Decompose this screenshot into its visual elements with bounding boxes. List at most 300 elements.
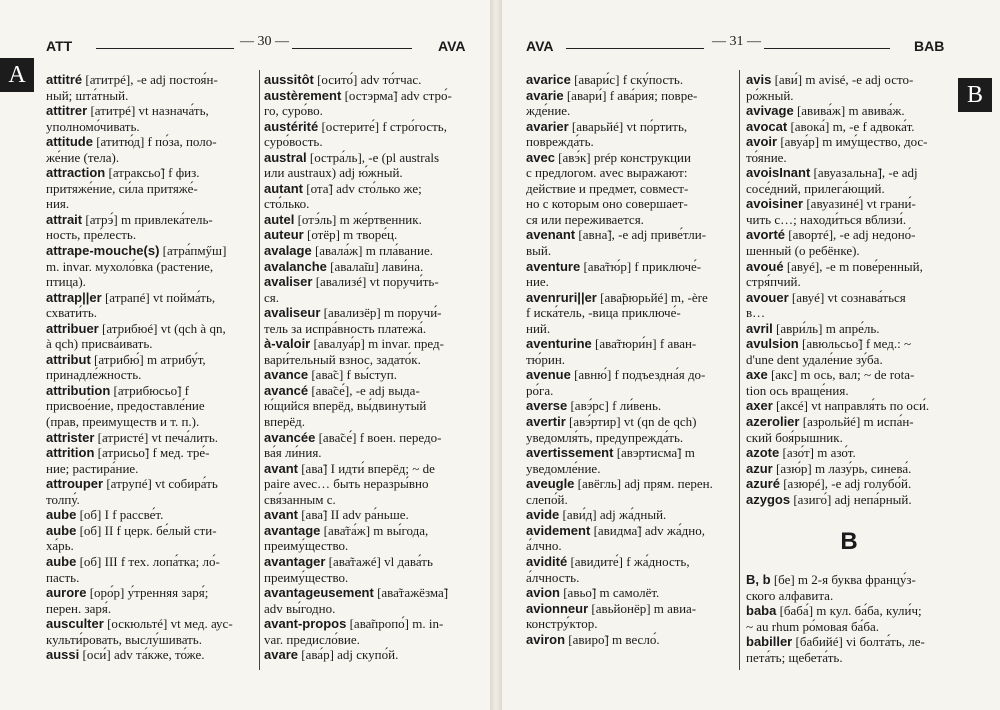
- entry-continuation-line: [264, 352, 486, 368]
- entry-definition-text: [авуазальна̃], -e adj: [813, 165, 918, 181]
- entry-continuation-line: [46, 119, 258, 135]
- entry-definition-text: в…: [746, 305, 766, 321]
- entry-definition-text: [отэ́ль] m же́ртвенник.: [297, 211, 422, 227]
- dictionary-entry: [46, 430, 258, 446]
- dictionary-entry: [46, 383, 258, 399]
- entry-continuation-line: [46, 461, 258, 477]
- dictionary-entry: [746, 134, 952, 150]
- entry-continuation-line: [46, 150, 258, 166]
- dictionary-entry: [746, 461, 952, 477]
- entry-definition-text: а́лчность.: [526, 569, 580, 585]
- entry-definition-text: ся или переживается.: [526, 211, 644, 227]
- entry-definition-text: [атитрé], -e adj постоя́н-: [85, 72, 218, 87]
- entry-definition-text: [авэ́рс] f ли́вень.: [570, 398, 662, 414]
- entry-continuation-line: [526, 570, 736, 586]
- entry-headword: avare: [264, 647, 298, 663]
- entry-headword: attrait: [46, 211, 83, 227]
- entry-continuation-line: [264, 538, 486, 554]
- dictionary-entry: [264, 383, 486, 399]
- entry-headword: austèrement: [264, 87, 342, 103]
- entry-continuation-line: [264, 321, 486, 337]
- entry-headword: averse: [526, 398, 568, 414]
- entry-definition-text: схвати́ть.: [46, 305, 97, 321]
- entry-definition-text: [авэртисма̃] m: [616, 445, 695, 461]
- dictionary-entry: [526, 119, 736, 135]
- entry-continuation-line: [746, 352, 952, 368]
- entry-headword: avide: [526, 507, 560, 523]
- dictionary-entry: [746, 414, 952, 430]
- dictionary-entry: [264, 554, 486, 570]
- entry-definition-text: [атрупé] vt собира́ть: [106, 476, 218, 492]
- dictionary-entry: [746, 445, 952, 461]
- entry-headword: axer: [746, 398, 773, 414]
- entry-definition-text: действие и предмет, совмест-: [526, 180, 689, 196]
- entry-definition-text: [авуазинé] vt грани́-: [806, 196, 916, 212]
- dictionary-entry: [46, 476, 258, 492]
- entry-continuation-line: [746, 181, 952, 197]
- entry-headword: avantageusement: [264, 585, 374, 601]
- entry-headword: attrister: [46, 429, 95, 445]
- entry-headword: austral: [264, 149, 307, 165]
- dictionary-entry: [526, 601, 736, 617]
- dictionary-entry: [264, 430, 486, 446]
- entry-continuation-line: [264, 414, 486, 430]
- entry-headword: avril: [746, 320, 773, 336]
- right-column-1: [526, 72, 736, 647]
- entry-continuation-line: [746, 88, 952, 104]
- entry-continuation-line: [264, 445, 486, 461]
- entry-definition-text: [об] II f церк. бе́лый сти-: [79, 522, 217, 538]
- entry-continuation-line: [46, 398, 258, 414]
- entry-headword: axe: [746, 367, 768, 383]
- entry-definition-text: суро́вость.: [264, 134, 323, 150]
- dictionary-entry: [526, 336, 736, 352]
- entry-definition-text: [авидите́] f жа́дность,: [570, 553, 690, 569]
- dictionary-entry: [526, 445, 736, 461]
- entry-definition-text: adv вы́годно.: [264, 600, 336, 616]
- entry-headword: avertissement: [526, 445, 614, 461]
- entry-definition-text: но с которым оно совершает-: [526, 196, 688, 212]
- entry-definition-text: [ота̃] adv сто́лько же;: [306, 180, 422, 196]
- entry-definition-text: [авиро̃] m весло́.: [568, 631, 660, 647]
- entry-headword: aveugle: [526, 476, 575, 492]
- entry-headword: avulsion: [746, 336, 799, 352]
- entry-headword: avivage: [746, 103, 794, 119]
- entry-definition-text: чить с…; находи́ться вблизи́.: [746, 211, 907, 227]
- dictionary-entry: [264, 616, 486, 632]
- entry-headword: avaliser: [264, 274, 313, 290]
- entry-continuation-line: [746, 430, 952, 446]
- entry-definition-text: [остэрма̃] adv стро́-: [344, 87, 452, 103]
- entry-definition-text: же́ние (тела).: [46, 149, 120, 165]
- entry-headword: avorté: [746, 227, 786, 243]
- entry-headword: avalanche: [264, 258, 327, 274]
- entry-continuation-line: [46, 196, 258, 212]
- entry-headword: avocat: [746, 118, 788, 134]
- entry-definition-text: ния.: [46, 196, 70, 212]
- left-column-1: [46, 72, 258, 663]
- entry-definition-text: [атитю́д] f по́за, поло-: [96, 134, 217, 150]
- entry-definition-text: [ава̃рюрьйé] m, -ère: [600, 289, 708, 305]
- entry-continuation-line: [526, 305, 736, 321]
- entry-definition-text: [азо́т] m азо́т.: [782, 445, 856, 461]
- right-column-2: [746, 72, 952, 507]
- entry-definition-text: [ава̃се́] f воен. передо-: [318, 429, 442, 445]
- entry-definition-text: толпу́.: [46, 491, 80, 507]
- entry-definition-text: [авэ́ртир] vt (qn de qch): [569, 414, 697, 430]
- entry-definition-text: [ава̃] I идти́ вперёд; ~ de: [301, 460, 435, 476]
- entry-headword: attitré: [46, 72, 83, 87]
- entry-definition-text: à qch) присва́ивать.: [46, 336, 153, 352]
- entry-definition-text: ний.: [526, 320, 551, 336]
- entry-definition-text: ~ au rhum ро́мовая ба́ба.: [746, 618, 879, 634]
- entry-continuation-line: [746, 619, 952, 635]
- entry-headword: avarice: [526, 72, 571, 87]
- entry-definition-text: вари́тельный взнос, задато́к.: [264, 351, 421, 367]
- entry-definition-text: свя́занным с.: [264, 491, 336, 507]
- left-guide-word-start: ATT: [46, 38, 73, 54]
- entry-definition-text: [ави́д] adj жа́дный.: [562, 507, 667, 523]
- dictionary-entry: [526, 476, 736, 492]
- entry-definition-text: [осито́] adv то́тчас.: [317, 72, 422, 87]
- entry-continuation-line: [264, 290, 486, 306]
- entry-definition-text: [авока́] m, -e f адвока́т.: [790, 118, 915, 134]
- entry-definition-text: [авала̃ш] лави́на.: [330, 258, 424, 274]
- entry-definition-text: [азрольйé] m испа́н-: [802, 414, 914, 430]
- entry-definition-text: [акс] m ось, вал; ~ de rota-: [770, 367, 915, 383]
- dictionary-entry: [46, 103, 258, 119]
- entry-continuation-line: [46, 632, 258, 648]
- entry-definition-text: [ава̃тю́р] f приключе́-: [583, 258, 702, 274]
- entry-continuation-line: [746, 383, 952, 399]
- left-page-number: — 30 —: [240, 34, 289, 49]
- entry-headword: attitude: [46, 134, 93, 150]
- entry-definition-text: ние.: [526, 274, 549, 290]
- entry-definition-text: перен. заря́.: [46, 600, 112, 616]
- dictionary-entry: [746, 603, 952, 619]
- dictionary-entry: [46, 445, 258, 461]
- entry-definition-text: [авуé], -e m пове́ренный,: [786, 258, 923, 274]
- entry-headword: attrape-mouche(s): [46, 243, 160, 259]
- entry-headword: avantager: [264, 553, 326, 569]
- entry-definition-text: [авортé], -e adj недоно́-: [788, 227, 916, 243]
- dictionary-entry: [746, 634, 952, 650]
- dictionary-entry: [746, 572, 952, 588]
- entry-headword: aviron: [526, 631, 566, 647]
- dictionary-entry: [746, 259, 952, 275]
- dictionary-entry: [526, 632, 736, 648]
- entry-definition-text: [ави́] m avisé, -e adj осто-: [774, 72, 914, 87]
- entry-continuation-line: [46, 305, 258, 321]
- entry-definition-text: ского алфавита.: [746, 587, 834, 603]
- entry-headword: attrition: [46, 445, 95, 461]
- entry-definition-text: с предлогом. avec выражают:: [526, 165, 688, 181]
- entry-headword: avant-propos: [264, 616, 347, 632]
- entry-definition-text: вперёд.: [264, 414, 305, 430]
- entry-definition-text: [авёгль] adj прям. перен.: [577, 476, 713, 492]
- entry-headword: avoisInant: [746, 165, 811, 181]
- entry-headword: attribuer: [46, 320, 99, 336]
- entry-definition-text: ва́я ли́ния.: [264, 445, 322, 461]
- entry-headword: avec: [526, 149, 555, 165]
- right-running-header: [0, 34, 1000, 56]
- entry-headword: avoir: [746, 134, 778, 150]
- entry-definition-text: констру́ктор.: [526, 616, 598, 632]
- entry-definition-text: [ава̃с] f вы́ступ.: [311, 367, 397, 383]
- dictionary-entry: [264, 227, 486, 243]
- entry-continuation-line: [526, 212, 736, 228]
- entry-continuation-line: [46, 88, 258, 104]
- entry-headword: auteur: [264, 227, 304, 243]
- entry-headword: avance: [264, 367, 309, 383]
- column-divider: [739, 70, 740, 670]
- dictionary-entry: [264, 274, 486, 290]
- entry-definition-text: [авализé] vt поручи́ть-: [315, 274, 439, 290]
- entry-definition-text: [азюрé], -e adj голубо́й.: [783, 476, 912, 492]
- entry-definition-text: [атраксьо̃] f физ.: [108, 165, 200, 181]
- entry-continuation-line: [46, 227, 258, 243]
- entry-headword: attribut: [46, 351, 91, 367]
- entry-headword: aube: [46, 507, 77, 523]
- entry-definition-text: [аксé] vt направля́ть по оси́.: [776, 398, 930, 414]
- dictionary-entry: [526, 72, 736, 88]
- entry-definition-text: ся.: [264, 289, 279, 305]
- entry-continuation-line: [264, 632, 486, 648]
- dictionary-entry: [746, 492, 952, 508]
- entry-headword: azuré: [746, 476, 780, 492]
- entry-definition-text: [атристé] vt печа́лить.: [97, 429, 219, 445]
- entry-headword: attrap||er: [46, 289, 102, 305]
- entry-definition-text: [авуé] vt сознава́ться: [791, 289, 906, 305]
- entry-definition-text: [авала́ж] m пла́вание.: [314, 243, 433, 259]
- entry-definition-text: сто́лько.: [264, 196, 310, 212]
- entry-headword: avion: [526, 585, 560, 601]
- dictionary-entry: [264, 336, 486, 352]
- entry-headword: aussitôt: [264, 72, 314, 87]
- dictionary-entry: [746, 72, 952, 88]
- entry-definition-text: tion ось враще́ния.: [746, 382, 849, 398]
- entry-definition-text: а́лчно.: [526, 538, 562, 554]
- dictionary-entry: [46, 134, 258, 150]
- entry-continuation-line: [746, 212, 952, 228]
- entry-definition-text: тель за испра́вность платежа́.: [264, 320, 427, 336]
- entry-continuation-line: [526, 165, 736, 181]
- entry-definition-text: [атра́пмӳш]: [162, 243, 227, 259]
- entry-definition-text: [атитрé] vt назнача́ть,: [90, 103, 209, 119]
- entry-definition-text: то́яние.: [746, 149, 787, 165]
- entry-definition-text: жде́ние.: [526, 103, 571, 119]
- entry-definition-text: (прав, преимуществ и т. п.).: [46, 414, 200, 430]
- entry-definition-text: [атрисьо̃] f мед. тре́-: [97, 445, 210, 461]
- entry-headword: aventure: [526, 258, 581, 274]
- entry-definition-text: f иска́тель, -вица приключе́-: [526, 305, 681, 321]
- entry-continuation-line: [526, 274, 736, 290]
- entry-headword: ausculter: [46, 616, 104, 632]
- entry-headword: baba: [746, 603, 777, 619]
- entry-headword: aube: [46, 553, 77, 569]
- dictionary-entry: [746, 336, 952, 352]
- entry-definition-text: [азиго́] adj непа́рный.: [793, 491, 912, 507]
- entry-definition-text: [ава̃] II adv ра́ньше.: [301, 507, 409, 523]
- entry-definition-text: [авидма̃] adv жа́дно,: [593, 522, 705, 538]
- entry-definition-text: тю́рин.: [526, 351, 566, 367]
- entry-definition-text: го, суро́во.: [264, 103, 323, 119]
- dictionary-entry: [526, 290, 736, 306]
- entry-definition-text: [авализёр] m поручи́-: [323, 305, 442, 321]
- entry-definition-text: [об] I f рассве́т.: [79, 507, 164, 523]
- entry-continuation-line: [264, 134, 486, 150]
- left-guide-word-end: AVA: [438, 38, 466, 54]
- entry-definition-text: d'une dent удале́ние зу́ба.: [746, 351, 883, 367]
- entry-headword: azote: [746, 445, 780, 461]
- entry-definition-text: [остерите́] f стро́гость,: [321, 118, 447, 134]
- entry-headword: avancée: [264, 429, 316, 445]
- entry-headword: avancé: [264, 382, 309, 398]
- entry-definition-text: птица).: [46, 274, 86, 290]
- entry-headword: avoisiner: [746, 196, 804, 212]
- dictionary-entry: [46, 523, 258, 539]
- dictionary-entry: [526, 585, 736, 601]
- entry-headword: avoué: [746, 258, 784, 274]
- entry-headword: avidement: [526, 522, 591, 538]
- dictionary-entry: [46, 290, 258, 306]
- entry-continuation-line: [526, 352, 736, 368]
- dictionary-entry: [526, 259, 736, 275]
- entry-headword: avant: [264, 460, 298, 476]
- entry-headword: aurore: [46, 585, 87, 601]
- entry-headword: azerolier: [746, 414, 800, 430]
- entry-continuation-line: [46, 601, 258, 617]
- entry-definition-text: [атрибю́] m атрибу́т,: [94, 351, 206, 367]
- thumb-index-tab-b[interactable]: B: [958, 78, 992, 112]
- entry-definition-text: [об] III f тех. лопа́тка; ло́-: [79, 553, 220, 569]
- entry-headword: avertir: [526, 414, 566, 430]
- entry-continuation-line: [526, 492, 736, 508]
- entry-headword: avant: [264, 507, 298, 523]
- entry-continuation-line: [264, 165, 486, 181]
- dictionary-entry: [526, 523, 736, 539]
- dictionary-entry: [264, 585, 486, 601]
- entry-headword: aube: [46, 522, 77, 538]
- entry-continuation-line: [46, 492, 258, 508]
- entry-definition-text: [авню́] f подъездна́я до-: [574, 367, 706, 383]
- dictionary-entry: [746, 321, 952, 337]
- left-column-2: [264, 72, 486, 663]
- entry-definition-text: или austraux) adj ю́жный.: [264, 165, 403, 181]
- right-guide-word-end: BAB: [914, 38, 945, 54]
- entry-definition-text: paire avec… быть неразры́вно: [264, 476, 429, 492]
- entry-definition-text: ха́рь.: [46, 538, 74, 554]
- entry-headword: autant: [264, 180, 303, 196]
- entry-definition-text: поврежда́ть.: [526, 134, 594, 150]
- dictionary-entry: [746, 119, 952, 135]
- entry-definition-text: пета́ть; щебета́ть.: [746, 649, 843, 665]
- entry-definition-text: [бе] m 2-я буква францу́з-: [773, 572, 916, 587]
- entry-continuation-line: [46, 538, 258, 554]
- entry-definition-text: ность, пре́лесть.: [46, 227, 137, 243]
- thumb-index-tab-a[interactable]: A: [0, 58, 34, 92]
- entry-headword: attribution: [46, 382, 111, 398]
- entry-definition-text: [азю́р] m лазу́рь, синева́.: [775, 460, 912, 476]
- entry-continuation-line: [526, 321, 736, 337]
- entry-continuation-line: [746, 150, 952, 166]
- entry-headword: avaliseur: [264, 305, 321, 321]
- dictionary-entry: [264, 507, 486, 523]
- entry-definition-text: [ава̃се́], -e adj выда-: [311, 382, 420, 398]
- entry-headword: azur: [746, 460, 773, 476]
- entry-continuation-line: [46, 414, 258, 430]
- entry-headword: avenruri||er: [526, 289, 597, 305]
- entry-continuation-line: [526, 181, 736, 197]
- entry-definition-text: ро́жный.: [746, 87, 794, 103]
- entry-headword: avarier: [526, 118, 569, 134]
- dictionary-entry: [46, 243, 258, 259]
- dictionary-entry: [526, 227, 736, 243]
- entry-definition-text: преиму́щество.: [264, 538, 349, 554]
- dictionary-entry: [526, 414, 736, 430]
- dictionary-entry: [46, 507, 258, 523]
- entry-headword: aussi: [46, 647, 80, 663]
- dictionary-entry: [46, 321, 258, 337]
- dictionary-entry: [46, 585, 258, 601]
- dictionary-entry: [264, 367, 486, 383]
- entry-definition-text: [ава̃та́ж] m вы́года,: [323, 522, 429, 538]
- entry-headword: avionneur: [526, 600, 589, 616]
- dictionary-entry: [46, 165, 258, 181]
- dictionary-entry: [264, 212, 486, 228]
- entry-definition-text: [авива́ж] m авива́ж.: [796, 103, 905, 119]
- dictionary-entry: [264, 461, 486, 477]
- dictionary-entry: [264, 181, 486, 197]
- dictionary-entry: [746, 290, 952, 306]
- entry-definition-text: [авьо̃] m самолёт.: [563, 585, 660, 601]
- dictionary-entry: [526, 367, 736, 383]
- dictionary-entry: [264, 259, 486, 275]
- entry-continuation-line: [746, 588, 952, 604]
- dictionary-entry: [46, 554, 258, 570]
- dictionary-entry: [46, 212, 258, 228]
- book-gutter: [490, 0, 502, 710]
- entry-continuation-line: [264, 196, 486, 212]
- entry-continuation-line: [46, 259, 258, 275]
- entry-definition-text: [аври́ль] m апре́ль.: [776, 320, 880, 336]
- header-rule: [566, 48, 704, 49]
- dictionary-entry: [746, 103, 952, 119]
- entry-headword: avalage: [264, 243, 312, 259]
- entry-continuation-line: [46, 274, 258, 290]
- entry-headword: à-valoir: [264, 336, 311, 352]
- entry-definition-text: пасть.: [46, 569, 80, 585]
- entry-continuation-line: [264, 103, 486, 119]
- entry-definition-text: ю́щийся вперёд, вы́двинутый: [264, 398, 427, 414]
- entry-headword: attitrer: [46, 103, 88, 119]
- entry-definition-text: слепо́й.: [526, 491, 568, 507]
- entry-headword: avouer: [746, 289, 789, 305]
- dictionary-entry: [264, 88, 486, 104]
- entry-continuation-line: [526, 383, 736, 399]
- entry-definition-text: присвое́ние, предоставле́ние: [46, 398, 205, 414]
- entry-definition-text: стря́пчий.: [746, 274, 801, 290]
- dictionary-entry: [526, 88, 736, 104]
- entry-definition-text: уведомле́ние.: [526, 460, 601, 476]
- entry-definition-text: var. предисло́вие.: [264, 631, 360, 647]
- entry-definition-text: [атрибюсьо̃] f: [113, 382, 190, 398]
- entry-continuation-line: [746, 305, 952, 321]
- entry-continuation-line: [526, 134, 736, 150]
- entry-headword: attraction: [46, 165, 106, 181]
- entry-definition-text: ро́га.: [526, 382, 554, 398]
- entry-headword: avenant: [526, 227, 576, 243]
